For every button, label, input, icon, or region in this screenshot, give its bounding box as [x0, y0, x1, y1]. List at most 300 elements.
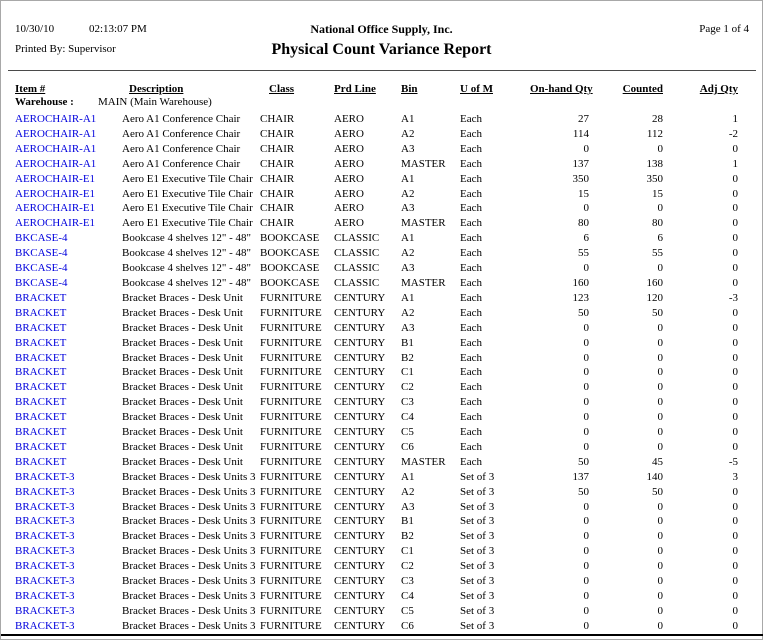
description-cell: Aero A1 Conference Chair	[122, 113, 241, 125]
item-link[interactable]: BRACKET-3	[15, 470, 75, 483]
prdline-cell: CLASSIC	[334, 247, 380, 260]
counted-cell: 0	[657, 142, 663, 155]
bin-cell: A3	[401, 500, 415, 513]
adjqty-cell: 3	[732, 470, 738, 483]
table-row	[1, 544, 763, 559]
uom-cell: Each	[460, 172, 482, 185]
adjqty-cell: 0	[732, 336, 738, 349]
adjqty-cell: 0	[732, 560, 738, 573]
onhand-cell: 0	[583, 396, 589, 409]
table-row	[1, 306, 763, 321]
bin-cell: B2	[401, 351, 414, 364]
item-link[interactable]: AEROCHAIR-A1	[15, 113, 97, 125]
description-cell: Bracket Braces - Desk Unit	[122, 366, 243, 379]
class-cell: FURNITURE	[260, 455, 322, 468]
counted-cell: 0	[657, 619, 663, 632]
description-cell: Aero A1 Conference Chair	[122, 142, 241, 155]
bin-cell: C2	[401, 381, 414, 394]
adjqty-cell: 0	[732, 515, 738, 528]
counted-cell: 0	[657, 396, 663, 409]
bin-cell: B2	[401, 530, 414, 543]
table-row	[1, 455, 763, 470]
onhand-cell: 0	[583, 575, 589, 588]
description-cell: Bookcase 4 shelves 12" - 48"	[122, 247, 252, 260]
item-link[interactable]: BKCASE-4	[15, 232, 68, 245]
adjqty-cell: 0	[732, 351, 738, 364]
table-row	[1, 261, 763, 276]
class-cell: CHAIR	[260, 172, 295, 185]
table-row	[1, 172, 763, 187]
class-cell: FURNITURE	[260, 485, 322, 498]
table-row	[1, 440, 763, 455]
bin-cell: MASTER	[401, 276, 446, 289]
description-cell: Bookcase 4 shelves 12" - 48"	[122, 276, 252, 289]
table-row	[1, 336, 763, 351]
col-header-bin: Bin	[401, 83, 418, 95]
counted-cell: 0	[657, 590, 663, 602]
class-cell: FURNITURE	[260, 396, 322, 409]
item-link[interactable]: BRACKET	[15, 396, 67, 409]
adjqty-cell: 0	[732, 217, 738, 230]
prdline-cell: CENTURY	[334, 515, 386, 528]
onhand-cell: 0	[583, 560, 589, 573]
class-cell: CHAIR	[260, 187, 295, 200]
prdline-cell: CLASSIC	[334, 262, 380, 275]
item-link[interactable]: BRACKET	[15, 440, 67, 453]
warehouse-row	[1, 96, 763, 111]
prdline-cell: CENTURY	[334, 590, 386, 602]
item-link[interactable]: BRACKET	[15, 321, 67, 334]
class-cell: FURNITURE	[260, 426, 322, 439]
uom-cell: Set of 3	[460, 560, 495, 573]
table-row	[1, 216, 763, 231]
uom-cell: Each	[460, 426, 482, 439]
column-header-row	[1, 83, 763, 97]
bin-cell: A2	[401, 485, 415, 498]
onhand-cell: 0	[583, 262, 589, 275]
uom-cell: Each	[460, 396, 482, 409]
report-date: 10/30/10	[15, 23, 55, 35]
counted-cell: 0	[657, 604, 663, 617]
onhand-cell: 0	[583, 336, 589, 349]
bin-cell: A3	[401, 142, 415, 155]
description-cell: Aero E1 Executive Tile Chair	[122, 187, 253, 200]
uom-cell: Set of 3	[460, 530, 495, 543]
adjqty-cell: 1	[732, 157, 738, 170]
uom-cell: Set of 3	[460, 515, 495, 528]
counted-cell: 28	[652, 113, 663, 125]
counted-cell: 0	[657, 351, 663, 364]
item-link[interactable]: BRACKET	[15, 426, 67, 439]
uom-cell: Each	[460, 142, 482, 155]
description-cell: Bracket Braces - Desk Units 3	[122, 545, 256, 558]
uom-cell: Each	[460, 232, 482, 245]
item-link[interactable]: BRACKET-3	[15, 590, 75, 602]
bin-cell: C6	[401, 619, 414, 632]
class-cell: BOOKCASE	[260, 276, 320, 289]
bin-cell: A1	[401, 470, 415, 483]
counted-cell: 138	[646, 157, 663, 170]
adjqty-cell: 0	[732, 276, 738, 289]
uom-cell: Each	[460, 351, 482, 364]
description-cell: Bracket Braces - Desk Units 3	[122, 530, 256, 543]
uom-cell: Each	[460, 217, 482, 230]
table-row	[1, 559, 763, 574]
table-row	[1, 201, 763, 216]
report-time: 02:13:07 PM	[89, 23, 147, 35]
table-row	[1, 485, 763, 500]
uom-cell: Each	[460, 321, 482, 334]
table-row	[1, 500, 763, 515]
counted-cell: 0	[657, 336, 663, 349]
counted-cell: 112	[646, 127, 663, 140]
description-cell: Aero A1 Conference Chair	[122, 157, 241, 170]
class-cell: FURNITURE	[260, 411, 322, 424]
adjqty-cell: 0	[732, 530, 738, 543]
class-cell: FURNITURE	[260, 470, 322, 483]
item-link[interactable]: BKCASE-4	[15, 262, 68, 275]
table-row	[1, 276, 763, 291]
description-cell: Bracket Braces - Desk Units 3	[122, 575, 256, 588]
prdline-cell: CENTURY	[334, 575, 386, 588]
uom-cell: Each	[460, 113, 482, 125]
prdline-cell: CENTURY	[334, 500, 386, 513]
bin-cell: C5	[401, 604, 414, 617]
bin-cell: A2	[401, 247, 415, 260]
prdline-cell: CENTURY	[334, 604, 386, 617]
class-cell: CHAIR	[260, 217, 295, 230]
item-link[interactable]: BRACKET-3	[15, 619, 75, 632]
col-header-onhand: On-hand Qty	[530, 83, 593, 95]
class-cell: CHAIR	[260, 127, 295, 140]
description-cell: Bracket Braces - Desk Units 3	[122, 500, 256, 513]
class-cell: FURNITURE	[260, 575, 322, 588]
description-cell: Bookcase 4 shelves 12" - 48"	[122, 232, 252, 245]
uom-cell: Each	[460, 411, 482, 424]
table-row	[1, 395, 763, 410]
item-link[interactable]: BRACKET	[15, 291, 67, 304]
counted-cell: 350	[646, 172, 663, 185]
onhand-cell: 123	[572, 291, 589, 304]
prdline-cell: AERO	[334, 142, 364, 155]
item-link[interactable]: AEROCHAIR-E1	[15, 217, 96, 230]
bin-cell: A1	[401, 113, 415, 125]
description-cell: Bracket Braces - Desk Unit	[122, 455, 243, 468]
prdline-cell: CENTURY	[334, 426, 386, 439]
table-row	[1, 380, 763, 395]
item-link[interactable]: BKCASE-4	[15, 247, 68, 260]
onhand-cell: 0	[583, 366, 589, 379]
onhand-cell: 0	[583, 515, 589, 528]
counted-cell: 50	[652, 485, 663, 498]
onhand-cell: 0	[583, 351, 589, 364]
counted-cell: 45	[652, 455, 663, 468]
counted-cell: 55	[652, 247, 663, 260]
table-row	[1, 187, 763, 202]
description-cell: Bracket Braces - Desk Units 3	[122, 470, 256, 483]
bin-cell: A3	[401, 321, 415, 334]
description-cell: Bracket Braces - Desk Units 3	[122, 560, 256, 573]
prdline-cell: AERO	[334, 127, 364, 140]
uom-cell: Each	[460, 381, 482, 394]
item-link[interactable]: AEROCHAIR-E1	[15, 187, 96, 200]
report-title: Physical Count Variance Report	[271, 41, 492, 58]
bin-cell: A1	[401, 232, 415, 245]
warehouse-value: MAIN (Main Warehouse)	[98, 96, 212, 108]
description-cell: Bracket Braces - Desk Unit	[122, 306, 243, 319]
table-row	[1, 410, 763, 425]
table-row	[1, 514, 763, 529]
class-cell: FURNITURE	[260, 440, 322, 453]
item-link[interactable]: BRACKET	[15, 455, 67, 468]
adjqty-cell: 0	[732, 590, 738, 602]
description-cell: Bracket Braces - Desk Unit	[122, 440, 243, 453]
description-cell: Bracket Braces - Desk Units 3	[122, 485, 256, 498]
description-cell: Aero E1 Executive Tile Chair	[122, 172, 253, 185]
onhand-cell: 27	[578, 113, 589, 125]
uom-cell: Set of 3	[460, 500, 495, 513]
class-cell: FURNITURE	[260, 500, 322, 513]
adjqty-cell: -2	[728, 127, 738, 140]
adjqty-cell: 1	[732, 113, 738, 125]
bin-cell: A1	[401, 291, 415, 304]
counted-cell: 0	[657, 530, 663, 543]
uom-cell: Each	[460, 440, 482, 453]
uom-cell: Set of 3	[460, 485, 495, 498]
class-cell: CHAIR	[260, 202, 295, 215]
adjqty-cell: 0	[732, 172, 738, 185]
bin-cell: MASTER	[401, 217, 446, 230]
onhand-cell: 350	[572, 172, 589, 185]
item-link[interactable]: BRACKET	[15, 306, 67, 319]
description-cell: Aero A1 Conference Chair	[122, 127, 241, 140]
counted-cell: 0	[657, 545, 663, 558]
class-cell: FURNITURE	[260, 515, 322, 528]
class-cell: FURNITURE	[260, 590, 322, 602]
description-cell: Bracket Braces - Desk Unit	[122, 426, 243, 439]
description-cell: Bracket Braces - Desk Unit	[122, 396, 243, 409]
prdline-cell: CENTURY	[334, 291, 386, 304]
header-rule	[8, 70, 756, 71]
item-link[interactable]: BRACKET	[15, 411, 67, 424]
table-row	[1, 351, 763, 366]
bin-cell: C1	[401, 366, 414, 379]
prdline-cell: CENTURY	[334, 619, 386, 632]
bin-cell: C3	[401, 575, 414, 588]
company-name: National Office Supply, Inc.	[310, 22, 453, 36]
counted-cell: 140	[646, 470, 663, 483]
counted-cell: 0	[657, 381, 663, 394]
uom-cell: Set of 3	[460, 575, 495, 588]
item-link[interactable]: AEROCHAIR-A1	[15, 157, 97, 170]
item-link[interactable]: BRACKET-3	[15, 515, 75, 528]
adjqty-cell: -3	[728, 291, 738, 304]
bin-cell: MASTER	[401, 455, 446, 468]
prdline-cell: CENTURY	[334, 381, 386, 394]
item-link[interactable]: BRACKET-3	[15, 530, 75, 543]
class-cell: FURNITURE	[260, 306, 322, 319]
uom-cell: Set of 3	[460, 470, 495, 483]
item-link[interactable]: BRACKET-3	[15, 604, 75, 617]
onhand-cell: 0	[583, 426, 589, 439]
page-number: Page 1 of 4	[699, 23, 749, 35]
prdline-cell: CENTURY	[334, 411, 386, 424]
description-cell: Bracket Braces - Desk Units 3	[122, 604, 256, 617]
prdline-cell: AERO	[334, 172, 364, 185]
item-link[interactable]: BRACKET-3	[15, 485, 75, 498]
counted-cell: 6	[657, 232, 663, 245]
class-cell: BOOKCASE	[260, 232, 320, 245]
prdline-cell: CLASSIC	[334, 276, 380, 289]
table-row	[1, 321, 763, 336]
uom-cell: Each	[460, 366, 482, 379]
table-row	[1, 365, 763, 380]
adjqty-cell: 0	[732, 262, 738, 275]
class-cell: FURNITURE	[260, 321, 322, 334]
item-link[interactable]: AEROCHAIR-E1	[15, 172, 96, 185]
class-cell: FURNITURE	[260, 545, 322, 558]
table-row	[1, 142, 763, 157]
adjqty-cell: 0	[732, 485, 738, 498]
prdline-cell: CENTURY	[334, 545, 386, 558]
prdline-cell: CENTURY	[334, 366, 386, 379]
item-link[interactable]: BRACKET	[15, 366, 67, 379]
onhand-cell: 114	[572, 127, 589, 140]
adjqty-cell: 0	[732, 202, 738, 215]
counted-cell: 0	[657, 575, 663, 588]
adjqty-cell: 0	[732, 545, 738, 558]
table-row	[1, 574, 763, 589]
item-link[interactable]: AEROCHAIR-A1	[15, 127, 97, 140]
adjqty-cell: 0	[732, 232, 738, 245]
table-row	[1, 529, 763, 544]
counted-cell: 0	[657, 411, 663, 424]
adjqty-cell: 0	[732, 187, 738, 200]
onhand-cell: 0	[583, 411, 589, 424]
col-header-adjqty: Adj Qty	[699, 83, 738, 95]
bin-cell: B1	[401, 336, 414, 349]
adjqty-cell: 0	[732, 247, 738, 260]
item-link[interactable]: BKCASE-4	[15, 276, 68, 289]
adjqty-cell: 0	[732, 321, 738, 334]
adjqty-cell: 0	[732, 411, 738, 424]
onhand-cell: 160	[572, 276, 589, 289]
bin-cell: C1	[401, 545, 414, 558]
bin-cell: C5	[401, 426, 414, 439]
adjqty-cell: 0	[732, 396, 738, 409]
uom-cell: Set of 3	[460, 604, 495, 617]
adjqty-cell: 0	[732, 500, 738, 513]
prdline-cell: CENTURY	[334, 485, 386, 498]
bin-cell: A2	[401, 127, 415, 140]
col-header-item: Item #	[15, 83, 46, 95]
counted-cell: 160	[646, 276, 663, 289]
onhand-cell: 0	[583, 545, 589, 558]
adjqty-cell: 0	[732, 604, 738, 617]
table-row	[1, 246, 763, 261]
onhand-cell: 0	[583, 500, 589, 513]
bin-cell: C3	[401, 396, 414, 409]
bin-cell: C6	[401, 440, 414, 453]
bin-cell: A1	[401, 172, 415, 185]
description-cell: Bracket Braces - Desk Units 3	[122, 590, 256, 602]
class-cell: FURNITURE	[260, 560, 322, 573]
item-link[interactable]: BRACKET	[15, 336, 67, 349]
table-row	[1, 589, 763, 604]
prdline-cell: CENTURY	[334, 530, 386, 543]
table-row	[1, 231, 763, 246]
bin-cell: C2	[401, 560, 414, 573]
col-header-counted: Counted	[622, 83, 663, 95]
counted-cell: 0	[657, 262, 663, 275]
item-link[interactable]: AEROCHAIR-A1	[15, 142, 97, 155]
table-row	[1, 619, 763, 634]
uom-cell: Each	[460, 157, 482, 170]
description-cell: Bracket Braces - Desk Unit	[122, 411, 243, 424]
uom-cell: Set of 3	[460, 545, 495, 558]
table-row	[1, 604, 763, 619]
adjqty-cell: 0	[732, 575, 738, 588]
onhand-cell: 137	[572, 157, 589, 170]
adjqty-cell: 0	[732, 142, 738, 155]
table-row	[1, 425, 763, 440]
table-row	[1, 112, 763, 127]
description-cell: Bookcase 4 shelves 12" - 48"	[122, 262, 252, 275]
prdline-cell: CENTURY	[334, 321, 386, 334]
bin-cell: A3	[401, 262, 415, 275]
uom-cell: Each	[460, 247, 482, 260]
description-cell: Aero E1 Executive Tile Chair	[122, 217, 253, 230]
description-cell: Bracket Braces - Desk Units 3	[122, 515, 256, 528]
uom-cell: Each	[460, 291, 482, 304]
onhand-cell: 50	[578, 485, 589, 498]
item-link[interactable]: BRACKET	[15, 351, 67, 364]
class-cell: FURNITURE	[260, 291, 322, 304]
item-link[interactable]: BRACKET-3	[15, 500, 75, 513]
class-cell: BOOKCASE	[260, 247, 320, 260]
onhand-cell: 0	[583, 604, 589, 617]
prdline-cell: CENTURY	[334, 560, 386, 573]
item-link[interactable]: BRACKET	[15, 381, 67, 394]
uom-cell: Each	[460, 336, 482, 349]
prdline-cell: CENTURY	[334, 440, 386, 453]
bin-cell: MASTER	[401, 157, 446, 170]
onhand-cell: 0	[583, 381, 589, 394]
item-link[interactable]: AEROCHAIR-E1	[15, 202, 96, 215]
counted-cell: 0	[657, 500, 663, 513]
class-cell: FURNITURE	[260, 366, 322, 379]
prdline-cell: CENTURY	[334, 351, 386, 364]
class-cell: FURNITURE	[260, 619, 322, 632]
onhand-cell: 137	[572, 470, 589, 483]
bin-cell: A2	[401, 306, 415, 319]
item-link[interactable]: BRACKET-3	[15, 545, 75, 558]
description-cell: Bracket Braces - Desk Unit	[122, 351, 243, 364]
table-row	[1, 470, 763, 485]
table-row	[1, 127, 763, 142]
item-link[interactable]: BRACKET-3	[15, 560, 75, 573]
item-link[interactable]: BRACKET-3	[15, 575, 75, 588]
onhand-cell: 0	[583, 530, 589, 543]
onhand-cell: 50	[578, 306, 589, 319]
table-body	[1, 112, 763, 634]
description-cell: Aero E1 Executive Tile Chair	[122, 202, 253, 215]
uom-cell: Each	[460, 276, 482, 289]
table-row	[1, 157, 763, 172]
class-cell: FURNITURE	[260, 336, 322, 349]
onhand-cell: 6	[583, 232, 589, 245]
onhand-cell: 0	[583, 619, 589, 632]
